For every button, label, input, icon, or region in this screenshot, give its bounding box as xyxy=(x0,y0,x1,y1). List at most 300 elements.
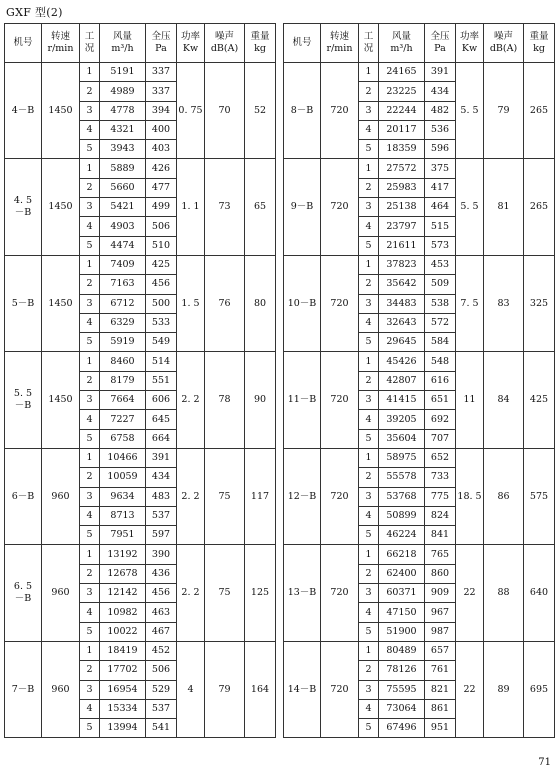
airflow-cell: 5191 xyxy=(100,63,146,82)
pressure-cell: 464 xyxy=(425,198,456,217)
airflow-cell: 46224 xyxy=(379,526,425,545)
condition-cell: 1 xyxy=(359,159,379,178)
pressure-cell: 483 xyxy=(146,487,177,506)
airflow-cell: 9634 xyxy=(100,487,146,506)
airflow-cell: 15334 xyxy=(100,699,146,718)
table-row xyxy=(284,352,555,371)
model-cell: 10－B xyxy=(284,255,321,351)
condition-cell: 4 xyxy=(359,506,379,525)
pressure-cell: 536 xyxy=(425,120,456,139)
pressure-cell: 861 xyxy=(425,699,456,718)
model-cell: 5. 5 －B xyxy=(5,352,42,448)
model-cell: 11－B xyxy=(284,352,321,448)
airflow-cell: 62400 xyxy=(379,564,425,583)
airflow-cell: 55578 xyxy=(379,468,425,487)
header-noise xyxy=(205,24,245,63)
airflow-cell: 22244 xyxy=(379,101,425,120)
pressure-cell: 537 xyxy=(146,699,177,718)
airflow-cell: 13192 xyxy=(100,545,146,564)
condition-cell: 1 xyxy=(359,255,379,274)
condition-cell: 4 xyxy=(359,699,379,718)
condition-cell: 5 xyxy=(80,140,100,159)
condition-cell: 3 xyxy=(80,101,100,120)
pressure-cell: 548 xyxy=(425,352,456,371)
pressure-cell: 390 xyxy=(146,545,177,564)
pressure-cell: 967 xyxy=(425,603,456,622)
airflow-cell: 29645 xyxy=(379,333,425,352)
pressure-cell: 417 xyxy=(425,178,456,197)
power-cell: 5. 5 xyxy=(456,159,484,255)
pressure-cell: 510 xyxy=(146,236,177,255)
speed-cell: 720 xyxy=(321,545,359,641)
table-row xyxy=(284,641,555,660)
airflow-cell: 25983 xyxy=(379,178,425,197)
speed-cell: 1450 xyxy=(42,63,80,159)
fan-spec-table-left xyxy=(4,23,276,738)
header-model-line: 机号 xyxy=(292,37,312,49)
airflow-cell: 24165 xyxy=(379,63,425,82)
header-power-line: Kw xyxy=(461,43,478,54)
header-model-line: 机号 xyxy=(13,37,33,49)
header-airflow xyxy=(100,24,146,63)
weight-cell: 265 xyxy=(524,63,555,159)
pressure-cell: 509 xyxy=(425,275,456,294)
airflow-cell: 4778 xyxy=(100,101,146,120)
condition-cell: 1 xyxy=(80,545,100,564)
header-speed-line: 转速 xyxy=(50,31,70,43)
condition-cell: 3 xyxy=(80,294,100,313)
pressure-cell: 515 xyxy=(425,217,456,236)
table-row xyxy=(5,448,276,467)
condition-cell: 2 xyxy=(359,82,379,101)
airflow-cell: 4989 xyxy=(100,82,146,101)
header-condition xyxy=(80,24,100,63)
condition-cell: 5 xyxy=(359,719,379,738)
speed-cell: 960 xyxy=(42,641,80,737)
pressure-cell: 391 xyxy=(146,448,177,467)
pressure-cell: 337 xyxy=(146,63,177,82)
pressure-cell: 841 xyxy=(425,526,456,545)
header-airflow-line: m³/h xyxy=(111,43,134,54)
condition-cell: 2 xyxy=(80,275,100,294)
power-cell: 1. 1 xyxy=(177,159,205,255)
pressure-cell: 549 xyxy=(146,333,177,352)
airflow-cell: 23797 xyxy=(379,217,425,236)
model-cell: 13－B xyxy=(284,545,321,641)
pressure-cell: 651 xyxy=(425,391,456,410)
condition-cell: 2 xyxy=(80,564,100,583)
header-noise-line: dB(A) xyxy=(210,43,239,54)
airflow-cell: 16954 xyxy=(100,680,146,699)
header-weight-line: kg xyxy=(533,43,545,54)
header-power-line: 功率 xyxy=(459,31,479,43)
pressure-cell: 482 xyxy=(425,101,456,120)
header-power-line: Kw xyxy=(182,43,199,54)
speed-cell: 960 xyxy=(42,448,80,544)
header-model xyxy=(5,24,42,63)
pressure-cell: 596 xyxy=(425,140,456,159)
pressure-cell: 652 xyxy=(425,448,456,467)
header-pressure-line: 全压 xyxy=(151,31,171,43)
airflow-cell: 42807 xyxy=(379,371,425,390)
weight-cell: 90 xyxy=(245,352,276,448)
airflow-cell: 25138 xyxy=(379,198,425,217)
pressure-cell: 426 xyxy=(146,159,177,178)
pressure-cell: 477 xyxy=(146,178,177,197)
condition-cell: 3 xyxy=(359,680,379,699)
header-speed-line: r/min xyxy=(47,43,74,54)
header-weight-line: 重量 xyxy=(250,31,270,43)
airflow-cell: 6329 xyxy=(100,313,146,332)
pressure-cell: 541 xyxy=(146,719,177,738)
condition-cell: 5 xyxy=(359,526,379,545)
pressure-cell: 616 xyxy=(425,371,456,390)
noise-cell: 81 xyxy=(484,159,524,255)
pressure-cell: 533 xyxy=(146,313,177,332)
condition-cell: 3 xyxy=(80,391,100,410)
airflow-cell: 47150 xyxy=(379,603,425,622)
condition-cell: 2 xyxy=(80,82,100,101)
header-power xyxy=(456,24,484,63)
header-noise xyxy=(484,24,524,63)
header-condition-line: 况 xyxy=(363,43,374,54)
pressure-cell: 400 xyxy=(146,120,177,139)
noise-cell: 79 xyxy=(484,63,524,159)
condition-cell: 5 xyxy=(359,236,379,255)
header-noise-line: dB(A) xyxy=(489,43,518,54)
weight-cell: 65 xyxy=(245,159,276,255)
pressure-cell: 529 xyxy=(146,680,177,699)
pressure-cell: 606 xyxy=(146,391,177,410)
condition-cell: 2 xyxy=(359,178,379,197)
airflow-cell: 5421 xyxy=(100,198,146,217)
pressure-cell: 403 xyxy=(146,140,177,159)
model-cell: 9－B xyxy=(284,159,321,255)
power-cell: 22 xyxy=(456,545,484,641)
speed-cell: 1450 xyxy=(42,159,80,255)
condition-cell: 1 xyxy=(80,255,100,274)
pressure-cell: 692 xyxy=(425,410,456,429)
header-pressure-line: Pa xyxy=(434,43,446,54)
condition-cell: 2 xyxy=(359,564,379,583)
model-cell: 8－B xyxy=(284,63,321,159)
condition-cell: 3 xyxy=(359,294,379,313)
header-row xyxy=(5,24,276,63)
weight-cell: 425 xyxy=(524,352,555,448)
table-row xyxy=(284,159,555,178)
airflow-cell: 18359 xyxy=(379,140,425,159)
weight-cell: 117 xyxy=(245,448,276,544)
pressure-cell: 573 xyxy=(425,236,456,255)
condition-cell: 1 xyxy=(359,641,379,660)
pressure-cell: 337 xyxy=(146,82,177,101)
pressure-cell: 500 xyxy=(146,294,177,313)
model-cell: 4－B xyxy=(5,63,42,159)
power-cell: 22 xyxy=(456,641,484,737)
condition-cell: 4 xyxy=(80,313,100,332)
condition-cell: 2 xyxy=(359,468,379,487)
airflow-cell: 80489 xyxy=(379,641,425,660)
power-cell: 1. 5 xyxy=(177,255,205,351)
condition-cell: 3 xyxy=(359,101,379,120)
airflow-cell: 75595 xyxy=(379,680,425,699)
pressure-cell: 538 xyxy=(425,294,456,313)
condition-cell: 1 xyxy=(80,63,100,82)
model-cell: 7－B xyxy=(5,641,42,737)
airflow-cell: 7409 xyxy=(100,255,146,274)
pressure-cell: 765 xyxy=(425,545,456,564)
weight-cell: 640 xyxy=(524,545,555,641)
condition-cell: 4 xyxy=(80,603,100,622)
model-cell: 14－B xyxy=(284,641,321,737)
pressure-cell: 425 xyxy=(146,255,177,274)
airflow-cell: 35642 xyxy=(379,275,425,294)
pressure-cell: 375 xyxy=(425,159,456,178)
pressure-cell: 824 xyxy=(425,506,456,525)
condition-cell: 4 xyxy=(359,410,379,429)
airflow-cell: 32643 xyxy=(379,313,425,332)
condition-cell: 4 xyxy=(359,603,379,622)
airflow-cell: 12142 xyxy=(100,584,146,603)
pressure-cell: 506 xyxy=(146,661,177,680)
condition-cell: 1 xyxy=(80,641,100,660)
condition-cell: 5 xyxy=(80,236,100,255)
table-row xyxy=(284,63,555,82)
speed-cell: 720 xyxy=(321,159,359,255)
header-speed xyxy=(42,24,80,63)
airflow-cell: 8179 xyxy=(100,371,146,390)
speed-cell: 720 xyxy=(321,63,359,159)
table-row xyxy=(5,545,276,564)
airflow-cell: 7951 xyxy=(100,526,146,545)
noise-cell: 70 xyxy=(205,63,245,159)
weight-cell: 325 xyxy=(524,255,555,351)
pressure-cell: 597 xyxy=(146,526,177,545)
power-cell: 11 xyxy=(456,352,484,448)
noise-cell: 78 xyxy=(205,352,245,448)
speed-cell: 720 xyxy=(321,255,359,351)
condition-cell: 1 xyxy=(80,448,100,467)
weight-cell: 80 xyxy=(245,255,276,351)
airflow-cell: 7163 xyxy=(100,275,146,294)
header-weight xyxy=(524,24,555,63)
airflow-cell: 58975 xyxy=(379,448,425,467)
airflow-cell: 67496 xyxy=(379,719,425,738)
airflow-cell: 78126 xyxy=(379,661,425,680)
condition-cell: 4 xyxy=(80,506,100,525)
condition-cell: 3 xyxy=(80,584,100,603)
airflow-cell: 18419 xyxy=(100,641,146,660)
condition-cell: 4 xyxy=(359,313,379,332)
condition-cell: 3 xyxy=(359,198,379,217)
condition-cell: 1 xyxy=(359,448,379,467)
noise-cell: 79 xyxy=(205,641,245,737)
header-speed xyxy=(321,24,359,63)
condition-cell: 3 xyxy=(80,198,100,217)
pressure-cell: 391 xyxy=(425,63,456,82)
airflow-cell: 10022 xyxy=(100,622,146,641)
header-row xyxy=(284,24,555,63)
pressure-cell: 514 xyxy=(146,352,177,371)
airflow-cell: 50899 xyxy=(379,506,425,525)
airflow-cell: 5919 xyxy=(100,333,146,352)
table-row xyxy=(5,63,276,82)
model-cell: 12－B xyxy=(284,448,321,544)
header-noise-line: 噪声 xyxy=(214,31,234,43)
airflow-cell: 60371 xyxy=(379,584,425,603)
pressure-cell: 657 xyxy=(425,641,456,660)
airflow-cell: 39205 xyxy=(379,410,425,429)
condition-cell: 5 xyxy=(359,622,379,641)
pressure-cell: 733 xyxy=(425,468,456,487)
header-weight-line: 重量 xyxy=(529,31,549,43)
model-cell: 6－B xyxy=(5,448,42,544)
table-caption: GXF 型(2) xyxy=(6,6,63,19)
pressure-cell: 551 xyxy=(146,371,177,390)
pressure-cell: 452 xyxy=(146,641,177,660)
header-pressure-line: Pa xyxy=(155,43,167,54)
condition-cell: 1 xyxy=(80,159,100,178)
condition-cell: 5 xyxy=(359,333,379,352)
pressure-cell: 537 xyxy=(146,506,177,525)
pressure-cell: 506 xyxy=(146,217,177,236)
airflow-cell: 23225 xyxy=(379,82,425,101)
airflow-cell: 6758 xyxy=(100,429,146,448)
pressure-cell: 453 xyxy=(425,255,456,274)
pressure-cell: 951 xyxy=(425,719,456,738)
pressure-cell: 584 xyxy=(425,333,456,352)
weight-cell: 265 xyxy=(524,159,555,255)
airflow-cell: 21611 xyxy=(379,236,425,255)
condition-cell: 5 xyxy=(80,526,100,545)
condition-cell: 4 xyxy=(359,217,379,236)
condition-cell: 4 xyxy=(80,410,100,429)
header-power-line: 功率 xyxy=(180,31,200,43)
header-pressure xyxy=(146,24,177,63)
power-cell: 18. 5 xyxy=(456,448,484,544)
condition-cell: 2 xyxy=(80,178,100,197)
weight-cell: 575 xyxy=(524,448,555,544)
weight-cell: 52 xyxy=(245,63,276,159)
pressure-cell: 775 xyxy=(425,487,456,506)
power-cell: 2. 2 xyxy=(177,448,205,544)
airflow-cell: 53768 xyxy=(379,487,425,506)
noise-cell: 73 xyxy=(205,159,245,255)
pressure-cell: 394 xyxy=(146,101,177,120)
airflow-cell: 5660 xyxy=(100,178,146,197)
airflow-cell: 4474 xyxy=(100,236,146,255)
table-row xyxy=(284,448,555,467)
pressure-cell: 645 xyxy=(146,410,177,429)
speed-cell: 720 xyxy=(321,448,359,544)
airflow-cell: 27572 xyxy=(379,159,425,178)
header-noise-line: 噪声 xyxy=(493,31,513,43)
airflow-cell: 5889 xyxy=(100,159,146,178)
airflow-cell: 12678 xyxy=(100,564,146,583)
header-condition-line: 工 xyxy=(363,31,374,43)
power-cell: 4 xyxy=(177,641,205,737)
condition-cell: 5 xyxy=(80,622,100,641)
pressure-cell: 456 xyxy=(146,584,177,603)
header-weight-line: kg xyxy=(254,43,266,54)
table-row xyxy=(284,545,555,564)
pressure-cell: 499 xyxy=(146,198,177,217)
airflow-cell: 66218 xyxy=(379,545,425,564)
table-row xyxy=(5,159,276,178)
pressure-cell: 572 xyxy=(425,313,456,332)
airflow-cell: 37823 xyxy=(379,255,425,274)
condition-cell: 1 xyxy=(359,545,379,564)
pressure-cell: 761 xyxy=(425,661,456,680)
header-pressure xyxy=(425,24,456,63)
airflow-cell: 41415 xyxy=(379,391,425,410)
condition-cell: 2 xyxy=(359,371,379,390)
condition-cell: 2 xyxy=(80,468,100,487)
model-cell: 5－B xyxy=(5,255,42,351)
pressure-cell: 434 xyxy=(146,468,177,487)
power-cell: 0. 75 xyxy=(177,63,205,159)
condition-cell: 1 xyxy=(80,352,100,371)
header-model xyxy=(284,24,321,63)
pressure-cell: 707 xyxy=(425,429,456,448)
condition-cell: 4 xyxy=(80,120,100,139)
header-pressure-line: 全压 xyxy=(430,31,450,43)
page-number: 71 xyxy=(538,757,551,768)
header-power xyxy=(177,24,205,63)
weight-cell: 125 xyxy=(245,545,276,641)
model-cell: 6. 5 －B xyxy=(5,545,42,641)
table-row xyxy=(5,641,276,660)
condition-cell: 5 xyxy=(359,140,379,159)
pressure-cell: 467 xyxy=(146,622,177,641)
condition-cell: 2 xyxy=(359,661,379,680)
condition-cell: 2 xyxy=(80,661,100,680)
header-airflow xyxy=(379,24,425,63)
table-row xyxy=(284,255,555,274)
airflow-cell: 34483 xyxy=(379,294,425,313)
header-airflow-line: m³/h xyxy=(390,43,413,54)
header-condition xyxy=(359,24,379,63)
power-cell: 7. 5 xyxy=(456,255,484,351)
speed-cell: 720 xyxy=(321,352,359,448)
weight-cell: 695 xyxy=(524,641,555,737)
condition-cell: 3 xyxy=(359,584,379,603)
condition-cell: 5 xyxy=(80,429,100,448)
noise-cell: 76 xyxy=(205,255,245,351)
power-cell: 5. 5 xyxy=(456,63,484,159)
pressure-cell: 463 xyxy=(146,603,177,622)
condition-cell: 4 xyxy=(80,217,100,236)
condition-cell: 2 xyxy=(359,275,379,294)
pressure-cell: 664 xyxy=(146,429,177,448)
noise-cell: 89 xyxy=(484,641,524,737)
noise-cell: 84 xyxy=(484,352,524,448)
airflow-cell: 17702 xyxy=(100,661,146,680)
airflow-cell: 8460 xyxy=(100,352,146,371)
airflow-cell: 45426 xyxy=(379,352,425,371)
condition-cell: 3 xyxy=(359,487,379,506)
header-speed-line: 转速 xyxy=(329,31,349,43)
condition-cell: 4 xyxy=(80,699,100,718)
condition-cell: 3 xyxy=(359,391,379,410)
airflow-cell: 3943 xyxy=(100,140,146,159)
power-cell: 2. 2 xyxy=(177,545,205,641)
speed-cell: 1450 xyxy=(42,352,80,448)
airflow-cell: 10982 xyxy=(100,603,146,622)
airflow-cell: 10059 xyxy=(100,468,146,487)
condition-cell: 5 xyxy=(359,429,379,448)
noise-cell: 88 xyxy=(484,545,524,641)
